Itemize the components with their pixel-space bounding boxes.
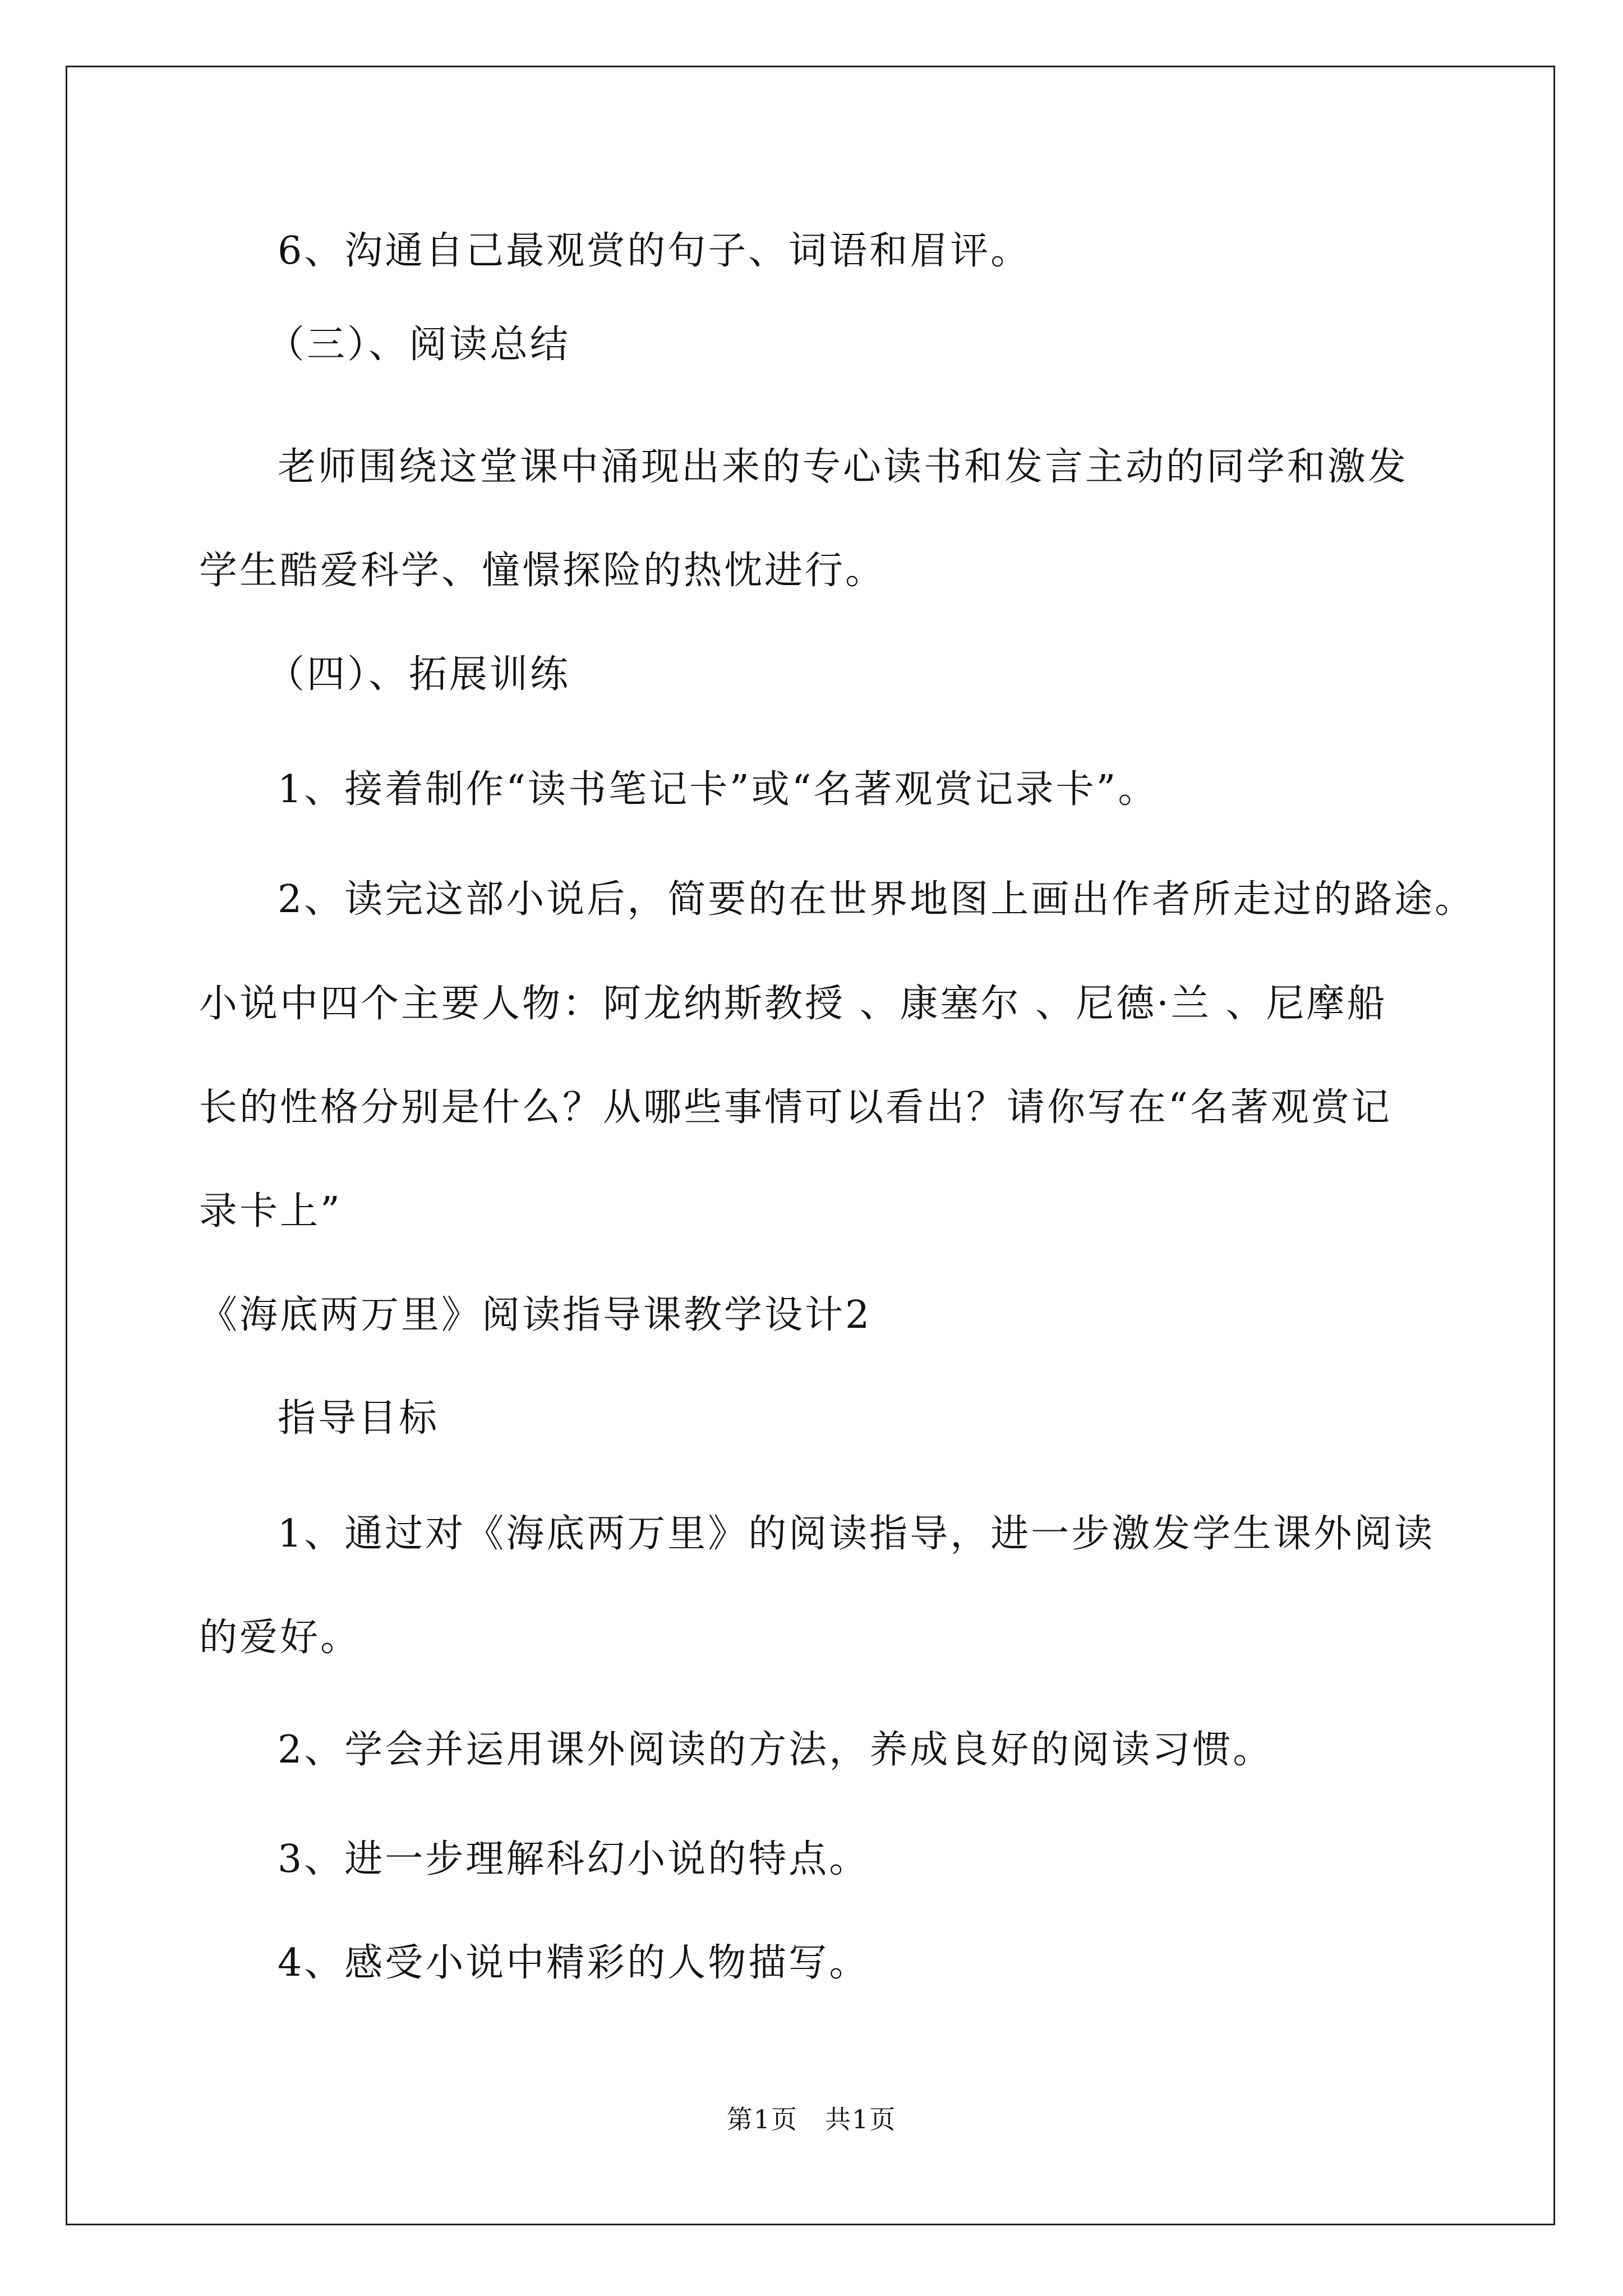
section-heading: （四）、拓展训练 (266, 652, 571, 697)
paragraph-line: 录卡上” (199, 1189, 342, 1234)
page-footer: 第1页 共1页 (726, 2104, 897, 2134)
paragraph-line: 2、学会并运用课外阅读的方法，养成良好的阅读习惯。 (278, 1728, 1274, 1772)
paragraph-line: 长的性格分别是什么？从哪些事情可以看出？请你写在“名著观赏记 (199, 1085, 1392, 1130)
paragraph-line: 6、沟通自己最观赏的句子、词语和眉评。 (278, 229, 1031, 273)
paragraph-line: 1、通过对《海底两万里》的阅读指导，进一步激发学生课外阅读 (278, 1512, 1435, 1556)
paragraph-line: 学生酷爱科学、憧憬探险的热忱进行。 (199, 549, 886, 593)
paragraph-line: 的爱好。 (199, 1616, 361, 1660)
document-subtitle: 《海底两万里》阅读指导课教学设计2 (199, 1293, 872, 1337)
section-heading: 指导目标 (278, 1396, 440, 1441)
paragraph-line: 3、进一步理解科幻小说的特点。 (278, 1837, 870, 1881)
paragraph-line: 1、接着制作“读书笔记卡”或“名著观赏记录卡”。 (278, 767, 1159, 812)
page-border (66, 66, 1555, 2225)
paragraph-line: 4、感受小说中精彩的人物描写。 (278, 1941, 870, 1985)
section-heading: （三）、阅读总结 (266, 323, 571, 367)
paragraph-line: 2、读完这部小说后，简要的在世界地图上画出作者所走过的路途。 (278, 877, 1476, 922)
paragraph-line: 老师围绕这堂课中涌现出来的专心读书和发言主动的同学和激发 (278, 445, 1409, 489)
paragraph-line: 小说中四个主要人物：阿龙纳斯教授 、康塞尔 、尼德·兰 、尼摩船 (199, 982, 1387, 1026)
